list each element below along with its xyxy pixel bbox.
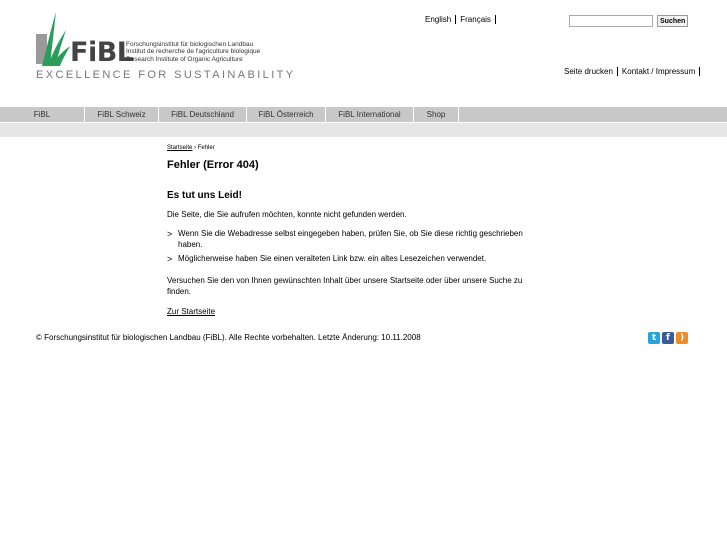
footer-copyright: © Forschungsinstitut für biologischen Landbau (FiBL). Alle Rechte vorbehalten. Letzte Änderung: 10.11.2008 [36,333,421,342]
tagline: EXCELLENCE FOR SUSTAINABILITY [36,69,296,81]
list-item [167,253,532,264]
social-links [648,332,688,344]
list-item [167,228,532,250]
logo-line-en: Research Institute of Organic Agriculture [126,55,243,63]
breadcrumb-current: Fehler [197,145,215,151]
search-button[interactable]: Suchen [657,15,688,27]
page-title: Fehler (Error 404) [167,159,259,171]
nav-fibl-schweiz[interactable]: FiBL Schweiz [85,107,159,122]
logo-institute-names [126,41,260,63]
nav-fibl-deutschland[interactable]: FiBL Deutschland [159,107,247,122]
logo-wordmark: FiBL [70,37,134,68]
nav-fibl-international[interactable]: FiBL International [326,107,414,122]
logo-line-fr: Institut de recherche de l'agriculture biologique [126,48,261,56]
language-switcher [425,15,500,24]
lang-francais[interactable]: Français [460,15,496,24]
nav-fibl[interactable]: FiBL [0,107,85,122]
breadcrumb-home-link[interactable]: Startseite [167,145,193,151]
facebook-icon[interactable]: f [662,332,674,344]
sub-nav-bar [0,123,727,137]
nav-fibl-oesterreich[interactable]: FiBL Österreich [247,107,326,122]
home-link[interactable]: Zur Startseite [167,307,216,316]
bullet-arrow-icon: > [167,254,173,264]
utility-links [564,67,704,76]
reason-text: Möglicherweise haben Sie einen veralteten Link bzw. ein altes Lesezeichen verwendet. [178,254,487,263]
reasons-list [167,228,532,264]
main-nav [0,107,727,122]
search-form [569,15,688,27]
error-intro: Die Seite, die Sie aufrufen möchten, konnte nicht gefunden werden. [167,210,407,219]
main-content [167,145,532,319]
contact-imprint-link[interactable]: Kontakt / Impressum [622,67,700,76]
logo-line-de: Forschungsinstitut für biologischen Landbau [126,41,254,48]
breadcrumb-separator: › [192,145,198,151]
reason-text: Wenn Sie die Webadresse selbst eingegeben haben, prüfen Sie, ob Sie diese richtig geschrieben haben. [178,229,523,249]
nav-shop[interactable]: Shop [414,107,459,122]
bullet-arrow-icon: > [167,229,173,239]
twitter-icon[interactable]: t [648,332,660,344]
rss-icon[interactable]: ) [676,332,688,344]
fibl-leaf-icon [36,12,72,68]
search-input[interactable] [569,15,653,27]
breadcrumb [167,145,532,151]
lang-english[interactable]: English [425,15,456,24]
print-page-link[interactable]: Seite drucken [564,67,618,76]
suggestion-text: Versuchen Sie den von Ihnen gewünschten Inhalt über unsere Startseite oder über unsere Suche zu finden. [167,276,523,296]
error-heading: Es tut uns Leid! [167,190,242,201]
